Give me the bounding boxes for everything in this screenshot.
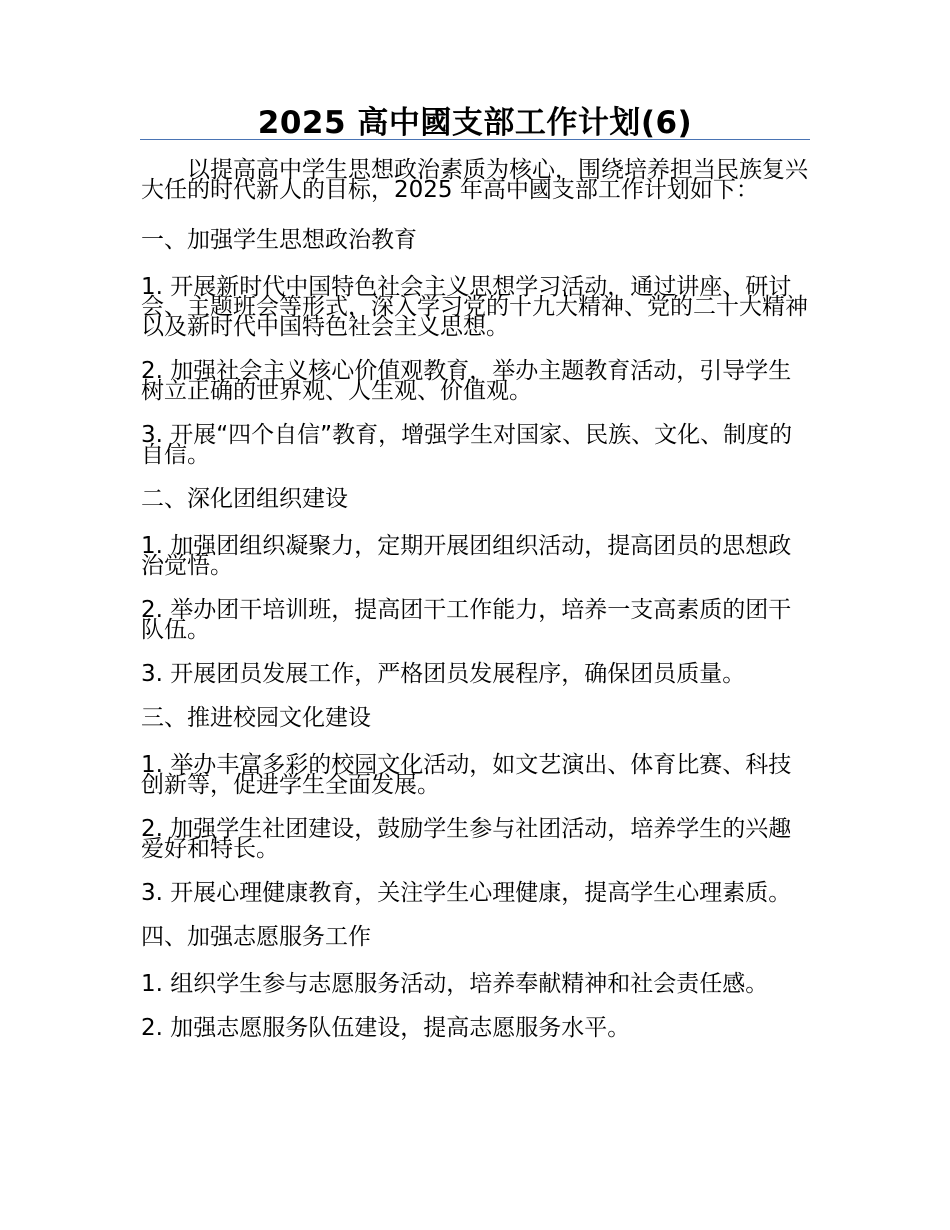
list-item: 2. 加强志愿服务队伍建设，提高志愿服务水平。 bbox=[141, 1015, 631, 1041]
page-title: 2025 高中國支部工作计划(6) bbox=[257, 105, 693, 141]
section-heading: 一、加强学生思想政治教育 bbox=[141, 227, 417, 253]
list-item: 3. 开展“四个自信”教育，增强学生对国家、民族、文化、制度的自信。 bbox=[141, 422, 793, 468]
document-body bbox=[141, 157, 809, 1062]
list-item: 1. 举办丰富多彩的校园文化活动，如文艺演出、体育比赛、科技创新等，促进学生全面发展。 bbox=[141, 752, 792, 798]
list-item: 3. 开展团员发展工作，严格团员发展程序，确保团员质量。 bbox=[141, 661, 746, 687]
list-item: 3. 开展心理健康教育，关注学生心理健康，提高学生心理素质。 bbox=[141, 880, 792, 906]
list-item: 2. 举办团干培训班，提高团干工作能力，培养一支高素质的团干队伍。 bbox=[141, 597, 792, 643]
list-item: 1. 开展新时代中国特色社会主义思想学习活动，通过讲座、研讨会、主题班会等形式，深入学习党的十九大精神、党的二十大精神以及新时代中国特色社会主义思想。 bbox=[141, 274, 808, 340]
title-underline bbox=[140, 139, 810, 140]
list-item: 2. 加强社会主义核心价值观教育，举办主题教育活动，引导学生树立正确的世界观、人生观、价值观。 bbox=[141, 358, 792, 404]
list-item: 1. 加强团组织凝聚力，定期开展团组织活动，提高团员的思想政治觉悟。 bbox=[141, 533, 792, 579]
section-heading: 二、深化团组织建设 bbox=[141, 486, 348, 512]
section-heading: 四、加强志愿服务工作 bbox=[141, 924, 371, 950]
intro-paragraph: 以提高高中学生思想政治素质为核心，围绕培养担当民族复兴大任的时代新人的目标，2025 年高中國支部工作计划如下： bbox=[141, 157, 808, 203]
section-heading: 三、推进校园文化建设 bbox=[141, 705, 371, 731]
list-item: 1. 组织学生参与志愿服务活动，培养奉献精神和社会责任感。 bbox=[141, 971, 769, 997]
list-item: 2. 加强学生社团建设，鼓励学生参与社团活动，培养学生的兴趣爱好和特长。 bbox=[141, 816, 792, 862]
